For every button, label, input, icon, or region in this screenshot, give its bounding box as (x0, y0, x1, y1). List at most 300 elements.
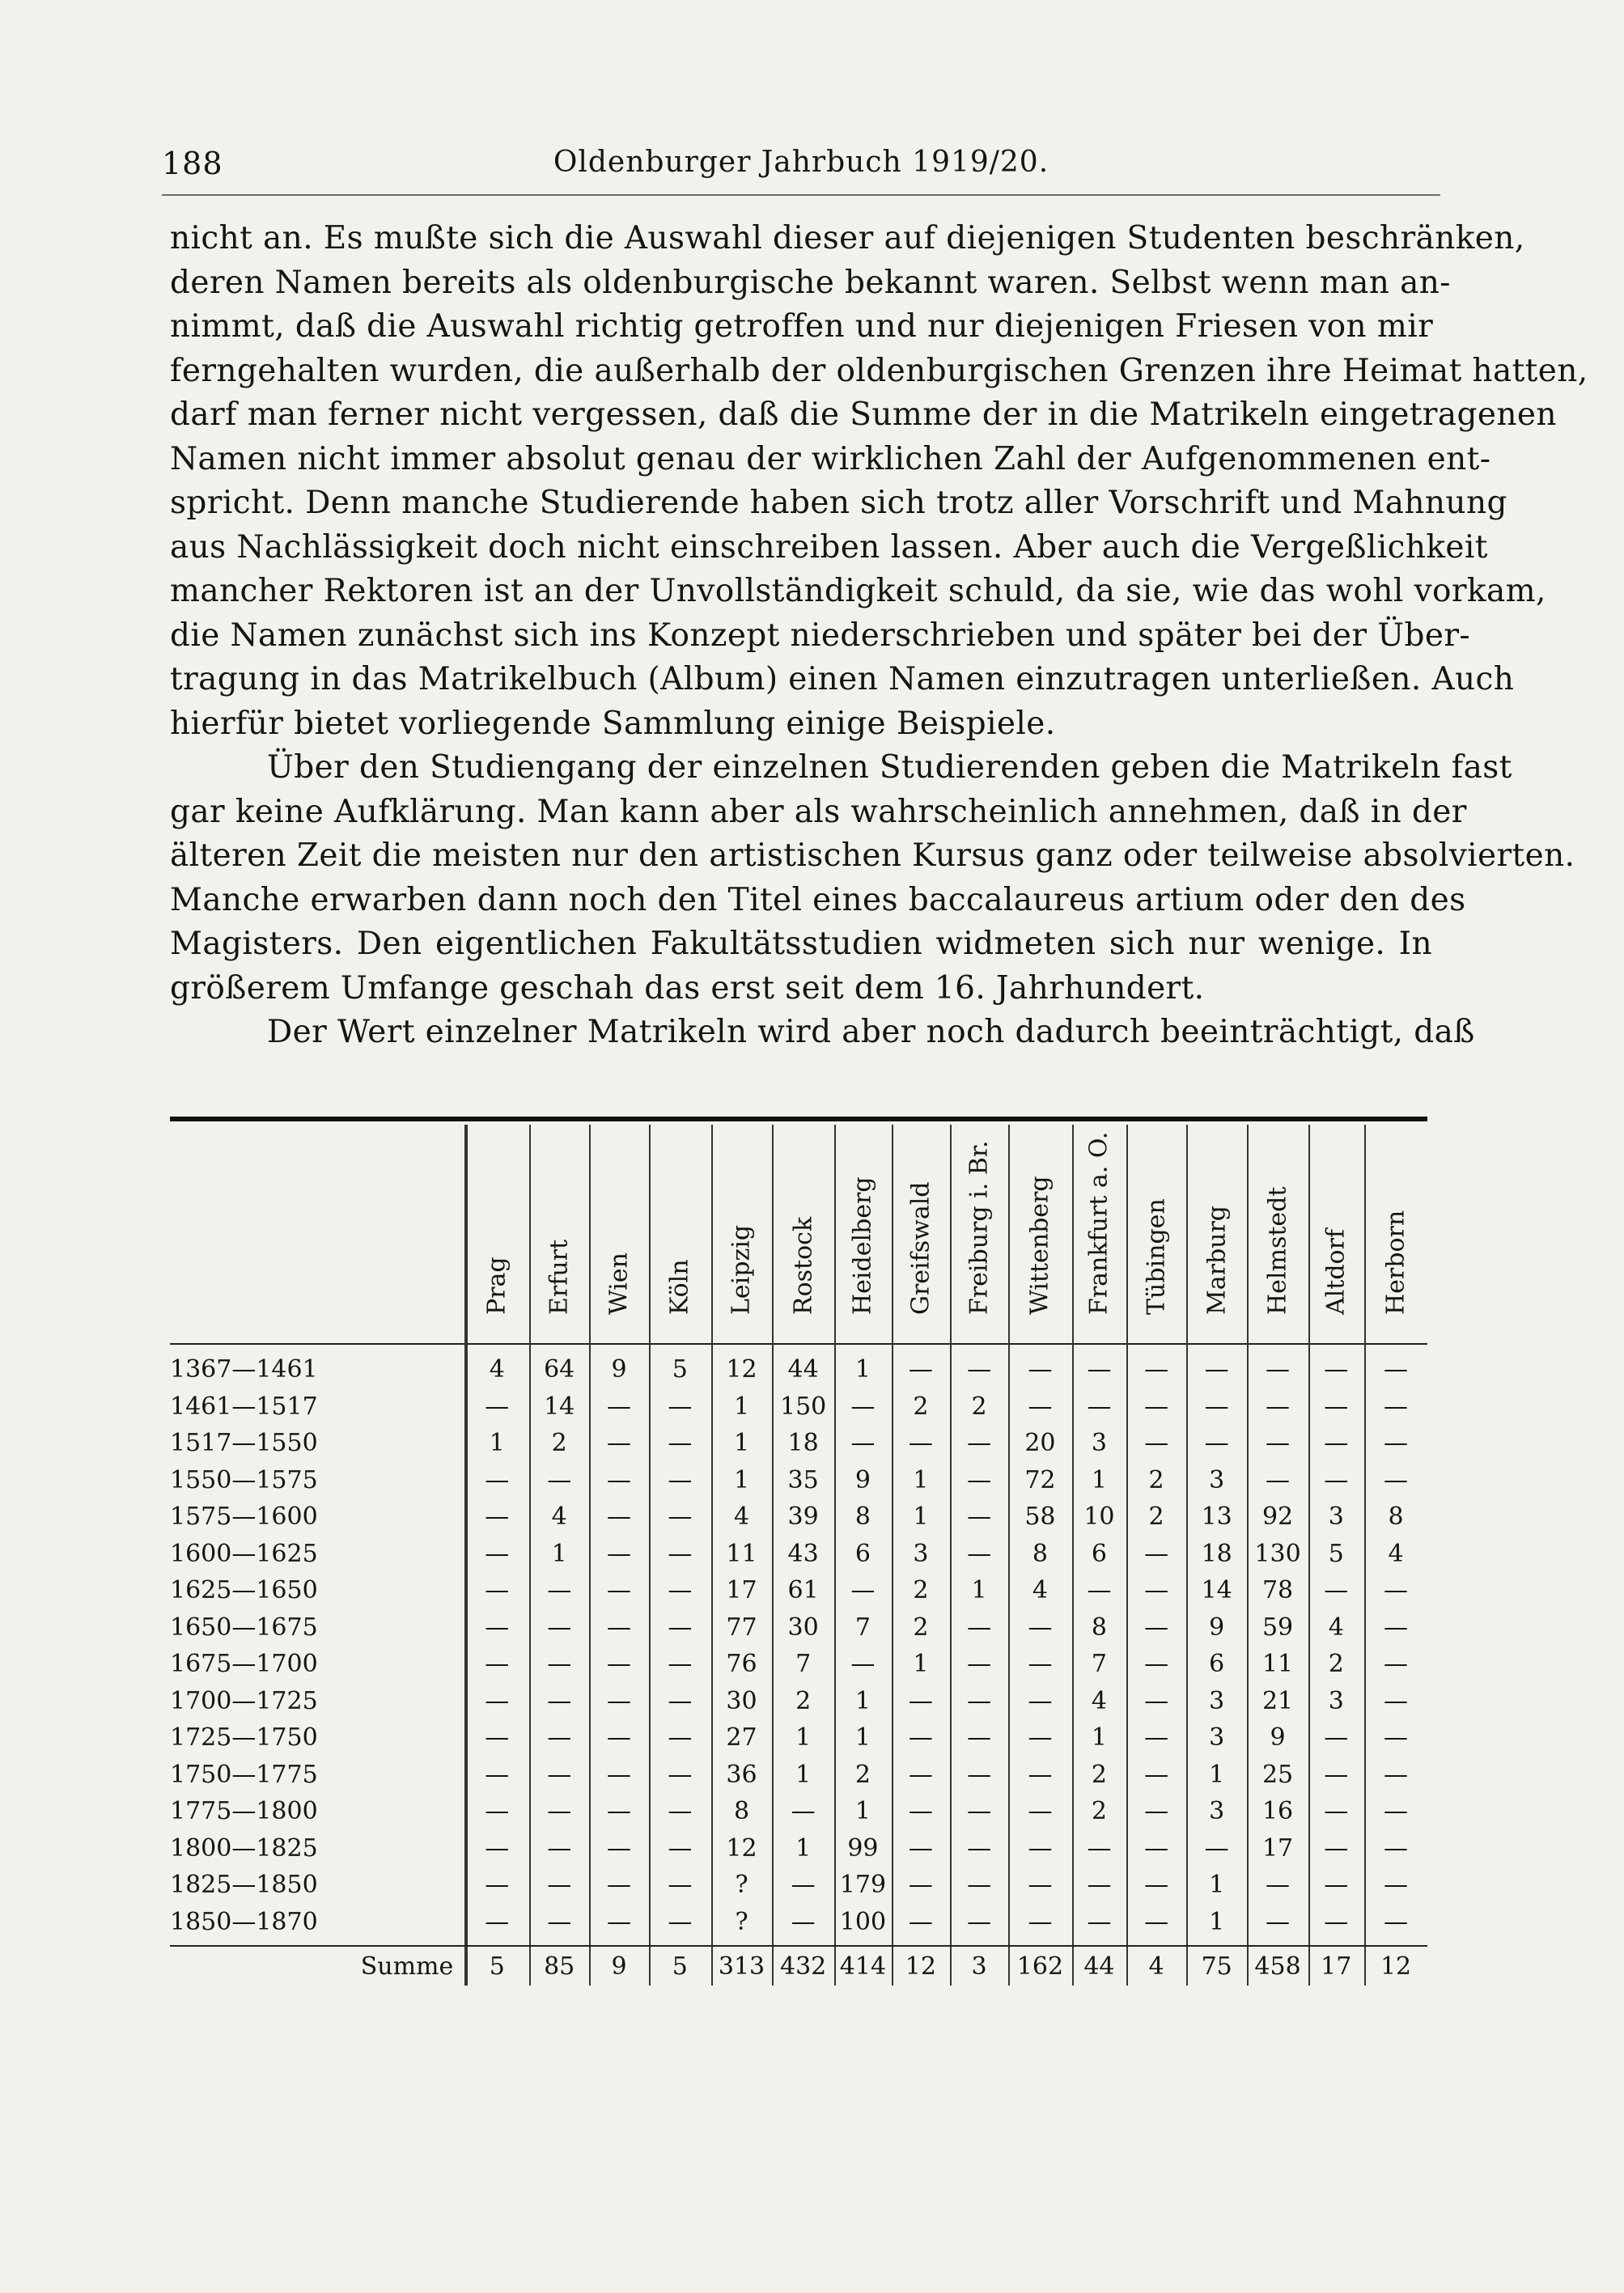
text-line: hierfür bietet vorliegende Sammlung einige Beispiele. (170, 705, 1056, 742)
table-cell: — (791, 1871, 816, 1899)
text-line: gar keine Aufklärung. Man kann aber als wahrscheinlich annehmen, daß in der (170, 793, 1467, 830)
table-cell: — (606, 1613, 631, 1642)
table-cell: 3 (1209, 1465, 1225, 1494)
sum-cell: 432 (780, 1952, 827, 1981)
table-cell: — (606, 1833, 631, 1863)
table-cell: 9 (611, 1355, 627, 1384)
table-cell: 44 (787, 1355, 819, 1384)
table-cell: — (1144, 1871, 1169, 1899)
table-cell: — (668, 1871, 693, 1899)
table-cell: — (1204, 1392, 1229, 1421)
table-cell: — (967, 1539, 992, 1568)
column-header (711, 1125, 772, 1343)
table-cell: 12 (726, 1355, 757, 1384)
column-header-label: Heidelberg (848, 1176, 877, 1315)
sum-cell: 85 (544, 1952, 575, 1981)
table-cell: — (485, 1539, 510, 1568)
table-cell: — (967, 1613, 992, 1642)
sum-cell: 4 (1148, 1952, 1164, 1981)
table-cell: — (967, 1833, 992, 1863)
table-cell: — (547, 1465, 572, 1494)
table-cell: — (1324, 1797, 1349, 1825)
period-label: 1625—1650 (170, 1576, 318, 1604)
table-cell: — (485, 1797, 510, 1825)
table-cell: 1 (795, 1833, 812, 1863)
table-cell: — (1324, 1723, 1349, 1752)
table-row (170, 1830, 1440, 1867)
table-cell: — (850, 1392, 876, 1421)
period-label: 1517—1550 (170, 1429, 318, 1457)
table-cell: 2 (1148, 1503, 1164, 1531)
table-cell: 17 (1261, 1833, 1294, 1863)
running-title: Oldenburger Jahrbuch 1919/20. (553, 146, 1049, 179)
table-cell: — (967, 1355, 992, 1384)
column-header (950, 1125, 1008, 1343)
table-cell: 11 (1261, 1650, 1294, 1678)
text-line: spricht. Denn manche Studierende haben sich trotz aller Vorschrift und Mahnung (170, 485, 1507, 521)
table-cell: — (1028, 1650, 1053, 1678)
table-cell: — (606, 1503, 631, 1531)
paragraph (170, 1011, 1475, 1055)
paragraph (170, 217, 1588, 746)
table-cell: 4 (1328, 1613, 1344, 1642)
table-cell: — (606, 1465, 631, 1494)
column-header (1008, 1125, 1072, 1343)
column-header-label: Freiburg i. Br. (965, 1140, 994, 1315)
table-cell: — (908, 1797, 933, 1825)
table-cell: 8 (1388, 1503, 1404, 1531)
table-cell: — (485, 1503, 510, 1531)
text-line: Magisters. Den eigentlichen Fakultätsstudien widmeten sich nur wenige. In (170, 926, 1432, 962)
table-cell: — (668, 1539, 693, 1568)
page-number: 188 (162, 146, 223, 181)
table-cell: — (1028, 1723, 1053, 1752)
column-header (1126, 1125, 1186, 1343)
table-cell: 61 (787, 1576, 819, 1604)
table-cell: 4 (1388, 1539, 1404, 1568)
table-cell: — (485, 1392, 510, 1421)
table-cell: — (1384, 1429, 1409, 1457)
table-row (170, 1793, 1440, 1829)
sum-rule (170, 1945, 1427, 1947)
period-label: 1850—1870 (170, 1907, 318, 1936)
table-cell: 4 (733, 1503, 750, 1531)
table-cell: 3 (1091, 1429, 1107, 1457)
table-cell: — (1028, 1613, 1053, 1642)
table-cell: — (1384, 1465, 1409, 1494)
table-cell: 58 (1024, 1503, 1056, 1531)
table-cell: — (850, 1429, 876, 1457)
column-header-label: Prag (482, 1257, 511, 1315)
table-cell: 5 (1328, 1539, 1344, 1568)
column-header-label: Marburg (1202, 1205, 1232, 1315)
table-cell: 2 (551, 1429, 567, 1457)
table-cell: 3 (1209, 1723, 1225, 1752)
table-cell: — (967, 1429, 992, 1457)
table-cell: 1 (551, 1539, 567, 1568)
text-line: Manche erwarben dann noch den Titel eines baccalaureus artium oder den des (170, 881, 1466, 918)
body-text (170, 217, 1588, 1055)
table-cell: 2 (795, 1686, 812, 1715)
table-cell: — (1204, 1355, 1229, 1384)
table-cell: — (485, 1686, 510, 1715)
table-cell: — (1028, 1760, 1053, 1789)
table-cell: 3 (1209, 1686, 1225, 1715)
column-header-label: Rostock (789, 1216, 818, 1315)
period-label: 1575—1600 (170, 1503, 318, 1531)
sum-cell: 3 (971, 1952, 987, 1981)
table-cell: — (1087, 1576, 1112, 1604)
table-cell: 9 (1270, 1723, 1286, 1752)
sum-cell: 5 (672, 1952, 688, 1981)
column-header (649, 1125, 711, 1343)
table-row (170, 1388, 1440, 1425)
table-cell: 43 (787, 1539, 819, 1568)
table-cell: 1 (733, 1429, 750, 1457)
table-cell: — (668, 1576, 693, 1604)
column-header-label: Köln (665, 1259, 694, 1315)
text-line: deren Namen bereits als oldenburgische bekannt waren. Selbst wenn man an- (170, 264, 1451, 301)
column-header (1364, 1125, 1428, 1343)
table-row (170, 1462, 1440, 1498)
table-cell: 1 (1209, 1907, 1225, 1936)
table-cell: 1 (1209, 1871, 1225, 1899)
table-cell: — (668, 1797, 693, 1825)
table-cell: — (1144, 1429, 1169, 1457)
table-cell: — (606, 1797, 631, 1825)
column-header-label: Leipzig (727, 1224, 756, 1315)
table-row (170, 1351, 1440, 1388)
table-cell: — (485, 1760, 510, 1789)
table-cell: — (1144, 1686, 1169, 1715)
column-header (1247, 1125, 1308, 1343)
table-cell: — (1144, 1355, 1169, 1384)
table-cell: 7 (1091, 1650, 1107, 1678)
table-cell: — (547, 1576, 572, 1604)
table-cell: — (668, 1650, 693, 1678)
sum-cell: 44 (1083, 1952, 1115, 1981)
table-cell: 10 (1083, 1503, 1115, 1531)
table-cell: — (1266, 1392, 1291, 1421)
table-cell: 2 (854, 1760, 871, 1789)
table-cell: 64 (544, 1355, 575, 1384)
table-cell: — (668, 1613, 693, 1642)
table-row (170, 1757, 1440, 1793)
table-cell: 1 (733, 1465, 750, 1494)
period-label: 1800—1825 (170, 1833, 318, 1863)
text-line: größerem Umfange geschah das erst seit dem 16. Jahrhundert. (170, 969, 1205, 1007)
period-label: 1550—1575 (170, 1465, 318, 1494)
table-cell: 2 (1148, 1465, 1164, 1494)
text-line: aus Nachlässigkeit doch nicht einschreiben lassen. Aber auch die Vergeßlichkeit (170, 528, 1488, 566)
table-row (170, 1425, 1440, 1461)
sum-row (170, 1948, 1440, 1985)
sum-cell: 414 (839, 1952, 887, 1981)
column-header-label: Tübingen (1142, 1198, 1171, 1315)
table-cell: — (547, 1797, 572, 1825)
table-cell: — (606, 1686, 631, 1715)
table-cell: — (1028, 1833, 1053, 1863)
table-cell: — (485, 1871, 510, 1899)
table-cell: — (668, 1465, 693, 1494)
table-cell: 1 (913, 1650, 929, 1678)
text-line: nicht an. Es mußte sich die Auswahl dieser auf diejenigen Studenten beschränken, (170, 220, 1525, 256)
column-header-label: Wien (604, 1252, 634, 1315)
table-cell: 6 (854, 1539, 871, 1568)
table-cell: — (1384, 1613, 1409, 1642)
table-cell: 150 (780, 1392, 827, 1421)
text-line: darf man ferner nicht vergessen, daß die Summe der in die Matrikeln eingetragenen (170, 396, 1557, 433)
column-header (589, 1125, 649, 1343)
table-cell: 99 (847, 1833, 879, 1863)
table-cell: — (668, 1760, 693, 1789)
table-cell: — (547, 1650, 572, 1678)
table-cell: — (1384, 1392, 1409, 1421)
table-cell: 4 (489, 1355, 505, 1384)
table-row (170, 1572, 1440, 1608)
table-cell: — (1144, 1392, 1169, 1421)
table-cell: — (1324, 1871, 1349, 1899)
table-row (170, 1498, 1440, 1535)
table-cell: 7 (795, 1650, 812, 1678)
table-cell: 9 (854, 1465, 871, 1494)
table-cell: 1 (854, 1797, 871, 1825)
table-cell: — (1266, 1871, 1291, 1899)
table-cell: 16 (1261, 1797, 1294, 1825)
table-cell: — (1087, 1907, 1112, 1936)
table-cell: 8 (1091, 1613, 1107, 1642)
table-cell: — (485, 1650, 510, 1678)
table-cell: 1 (1091, 1465, 1107, 1494)
table-cell: — (1324, 1465, 1349, 1494)
table-cell: 8 (854, 1503, 871, 1531)
table-cell: — (1144, 1907, 1169, 1936)
table-cell: — (1384, 1650, 1409, 1678)
text-line: nimmt, daß die Auswahl richtig getroffen und nur diejenigen Friesen von mir (170, 308, 1434, 345)
paragraph (170, 746, 1575, 1011)
table-cell: — (908, 1760, 933, 1789)
table-cell: — (967, 1465, 992, 1494)
period-label: 1825—1850 (170, 1871, 318, 1899)
sum-cell: 17 (1321, 1952, 1352, 1981)
table-cell: 7 (854, 1613, 871, 1642)
table-cell: — (1087, 1355, 1112, 1384)
table-cell: — (668, 1503, 693, 1531)
table-cell: — (850, 1576, 876, 1604)
table-cell: 11 (726, 1539, 757, 1568)
table-cell: — (485, 1833, 510, 1863)
table-cell: 4 (551, 1503, 567, 1531)
table-cell: 2 (1091, 1760, 1107, 1789)
table-cell: 27 (726, 1723, 757, 1752)
table-cell: 1 (913, 1503, 929, 1531)
table-cell: 179 (839, 1871, 887, 1899)
table-cell: 1 (795, 1723, 812, 1752)
table-header-rule (170, 1343, 1427, 1345)
table-cell: — (668, 1429, 693, 1457)
table-cell: — (668, 1723, 693, 1752)
period-label: 1750—1775 (170, 1760, 318, 1789)
table-cell: ? (735, 1907, 748, 1936)
table-cell: — (485, 1576, 510, 1604)
period-label: 1367—1461 (170, 1355, 318, 1384)
column-header (529, 1125, 589, 1343)
table-cell: — (1204, 1833, 1229, 1863)
table-cell: — (547, 1760, 572, 1789)
table-cell: 59 (1261, 1613, 1294, 1642)
table-cell: — (967, 1723, 992, 1752)
table-cell: 6 (1209, 1650, 1225, 1678)
table-cell: — (485, 1723, 510, 1752)
table-cell: — (908, 1686, 933, 1715)
table-cell: — (1266, 1465, 1291, 1494)
table-cell: 12 (726, 1833, 757, 1863)
table-cell: — (1266, 1429, 1291, 1457)
table-cell: — (606, 1760, 631, 1789)
table-cell: — (1144, 1650, 1169, 1678)
table-cell: — (967, 1907, 992, 1936)
table-cell: 14 (544, 1392, 575, 1421)
text-line: tragung in das Matrikelbuch (Album) einen Namen einzutragen unterließen. Auch (170, 661, 1515, 697)
table-cell: 1 (795, 1760, 812, 1789)
table-cell: — (1384, 1760, 1409, 1789)
table-row (170, 1646, 1440, 1682)
table-cell: — (606, 1650, 631, 1678)
table-cell: 17 (726, 1576, 757, 1604)
table-cell: — (547, 1833, 572, 1863)
table-cell: — (1384, 1576, 1409, 1604)
table-cell: — (1144, 1833, 1169, 1863)
table-cell: — (606, 1429, 631, 1457)
column-header-label: Frankfurt a. O. (1084, 1131, 1113, 1315)
table-cell: — (1384, 1907, 1409, 1936)
table-row (170, 1719, 1440, 1756)
table-cell: — (967, 1686, 992, 1715)
table-cell: — (908, 1429, 933, 1457)
table-cell: 1 (1209, 1760, 1225, 1789)
table-cell: — (1144, 1797, 1169, 1825)
table-cell: — (967, 1871, 992, 1899)
table-cell: 2 (1091, 1797, 1107, 1825)
text-line: mancher Rektoren ist an der Unvollständigkeit schuld, da sie, wie das wohl vorkam, (170, 573, 1546, 609)
table-cell: 18 (1201, 1539, 1232, 1568)
period-label: 1775—1800 (170, 1797, 318, 1825)
table-cell: 39 (787, 1503, 819, 1531)
column-header (464, 1125, 529, 1343)
column-header (772, 1125, 834, 1343)
table-cell: — (1028, 1907, 1053, 1936)
table-cell: — (1087, 1833, 1112, 1863)
table-cell: — (668, 1392, 693, 1421)
period-label: 1600—1625 (170, 1539, 318, 1568)
table-cell: 1 (489, 1429, 505, 1457)
table-cell: 21 (1261, 1686, 1294, 1715)
period-label: 1461—1517 (170, 1392, 318, 1421)
table-cell: — (668, 1907, 693, 1936)
table-cell: 72 (1024, 1465, 1056, 1494)
text-line: die Namen zunächst sich ins Konzept niederschrieben und später bei der Über- (170, 617, 1470, 654)
table-cell: — (547, 1871, 572, 1899)
column-header-label: Altdorf (1321, 1228, 1351, 1315)
table-cell: — (791, 1797, 816, 1825)
column-header-label: Helmstedt (1263, 1186, 1292, 1315)
table-row (170, 1904, 1440, 1940)
column-header (1186, 1125, 1247, 1343)
table-cell: — (547, 1907, 572, 1936)
table-cell: 2 (971, 1392, 987, 1421)
table-cell: — (1384, 1797, 1409, 1825)
text-line: ferngehalten wurden, die außerhalb der oldenburgischen Grenzen ihre Heimat hatten, (170, 352, 1588, 389)
table-cell: — (606, 1539, 631, 1568)
table-cell: 14 (1201, 1576, 1232, 1604)
table-cell: 30 (787, 1613, 819, 1642)
table-cell: ? (735, 1871, 748, 1899)
table-cell: — (1204, 1429, 1229, 1457)
text-line: Über den Studiengang der einzelnen Studierenden geben die Matrikeln fast (267, 749, 1512, 786)
table-cell: 5 (672, 1355, 688, 1384)
table-cell: 8 (733, 1797, 750, 1825)
table-cell: — (967, 1797, 992, 1825)
sum-label: Summe (360, 1952, 454, 1981)
table-cell: 3 (913, 1539, 929, 1568)
table-cell: — (908, 1355, 933, 1384)
column-header (892, 1125, 950, 1343)
table-cell: 1 (971, 1576, 987, 1604)
table-cell: — (967, 1760, 992, 1789)
table-cell: — (1324, 1760, 1349, 1789)
table-cell: 8 (1032, 1539, 1048, 1568)
table-cell: 6 (1091, 1539, 1107, 1568)
table-cell: 77 (726, 1613, 757, 1642)
table-cell: — (1266, 1355, 1291, 1384)
page-header (162, 146, 1440, 194)
table-cell: — (1324, 1576, 1349, 1604)
table-cell: — (1028, 1797, 1053, 1825)
table-cell: — (1266, 1907, 1291, 1936)
sum-cell: 313 (718, 1952, 765, 1981)
table-cell: 1 (854, 1686, 871, 1715)
table-cell: — (908, 1871, 933, 1899)
period-label: 1675—1700 (170, 1650, 318, 1678)
table-cell: 2 (913, 1576, 929, 1604)
table-cell: 92 (1261, 1503, 1294, 1531)
table-top-rule (170, 1117, 1427, 1121)
table-cell: — (1384, 1686, 1409, 1715)
sum-cell: 9 (611, 1952, 627, 1981)
table-row (170, 1867, 1440, 1903)
table-cell: 100 (839, 1907, 887, 1936)
column-header-label: Greifswald (906, 1181, 935, 1315)
text-line: älteren Zeit die meisten nur den artistischen Kursus ganz oder teilweise absolvierten. (170, 837, 1575, 874)
table-cell: — (485, 1613, 510, 1642)
table-cell: — (668, 1686, 693, 1715)
table-cell: 1 (1091, 1723, 1107, 1752)
table-cell: 18 (787, 1429, 819, 1457)
table-cell: — (791, 1907, 816, 1936)
table-cell: 9 (1209, 1613, 1225, 1642)
table-cell: — (668, 1833, 693, 1863)
table-cell: — (1087, 1392, 1112, 1421)
table-cell: — (485, 1907, 510, 1936)
column-header (1072, 1125, 1127, 1343)
table-cell: 4 (1091, 1686, 1107, 1715)
table-cell: — (1384, 1871, 1409, 1899)
table-cell: 1 (733, 1392, 750, 1421)
sum-cell: 12 (1380, 1952, 1412, 1981)
table-cell: — (1324, 1429, 1349, 1457)
table-cell: — (1028, 1871, 1053, 1899)
table-cell: — (485, 1465, 510, 1494)
